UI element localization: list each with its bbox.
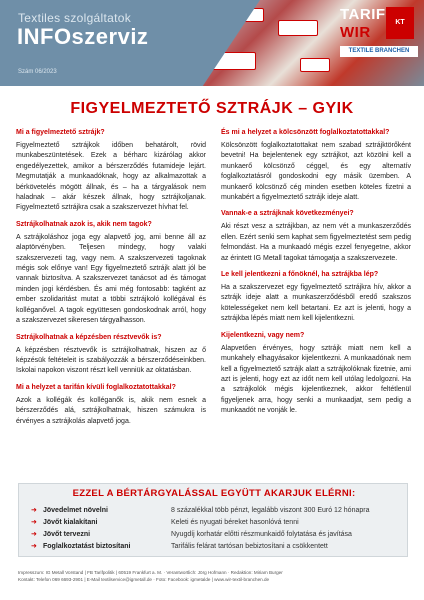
- faq-answer: Ha a szakszervezet egy figyelmeztető sztrájkra hív, akkor a sztrájk ideje alatt a munkaszerződésből eredő szakszos kötelességeket nem kell betartani. Ez azt is jelenti, hogy a sztrájkba lépés miatt nem kell kijelentkezni.: [221, 284, 411, 323]
- goals-title: EZZEL A BÉRTÁRGYALÁSSAL EGYÜTT AKARJUK ELÉRNI:: [72, 488, 356, 499]
- faq-answer: Figyelmeztető sztrájkok időben behatárolt, rövid munkabeszüntetések. Ezek a bérharc kizárólag akkor engedélyezettek, amikor a bérszerződés futamideje lejárt. Megmutatják a munkaadóknak, hogy az alkalmazottak a bérkövetelés mögött állnak, és – ha a tárgyalások nem haladnak – akár készek állnak, hogy sztrájkoljanak. Figyelmeztető sztrájkra csak a szakszervezet hívhat fel.: [16, 142, 206, 212]
- tarif-wirkt-logo: TARIF WIR KT TEXTILE BRANCHEN: [340, 6, 418, 62]
- bullet-icon: ➜: [31, 531, 37, 538]
- faq-question: Sztrájkolhatnak azok is, akik nem tagok?: [16, 220, 152, 228]
- bullet-icon: ➜: [31, 519, 37, 526]
- bullet-icon: ➜: [31, 507, 37, 514]
- goal-item: ➜ Jövőt tervezni Nyugdíj korhatár előtti részmunkaidő folytatása és javítása: [31, 531, 352, 538]
- faq-question: Mi a helyzet a tarifán kívüli foglalkoztatottakkal?: [16, 383, 176, 391]
- goal-item: ➜ Jövedelmet növelni 8 százalékkal több pénzt, legalább viszont 300 Euró 12 hónapra: [31, 507, 370, 514]
- faq-question: Kijelentkezni, vagy nem?: [221, 331, 305, 339]
- faq-answer: Aki részt vesz a sztrájkban, az nem vét a munkaszerződés ellen. Ezért senki sem kaphat sem figyelmeztetést sem pedig felmondást. Ha a munkaadó mégis ezzel fenyegetne, akkor az érintett IG Metall tagokat támogatja a szakszervezete.: [221, 223, 411, 262]
- issue-number: Szám 06/2023: [18, 69, 57, 75]
- goal-item: ➜ Jövőt kialakítani Keleti és nyugati béreket hasonlóvá tenni: [31, 519, 299, 526]
- header-kicker: Textiles szolgáltatok: [18, 11, 132, 25]
- faq-question: Mi a figyelmeztető sztrájk?: [16, 129, 105, 136]
- faq-answer: Kölcsönzött foglalkoztatottakat nem szabad sztrájktörőként bevetni! Ha bejelentenek egy sztrájkot, azt közölni kell a munkaerő kölcsönző céggel, és egy alternatív foglalkoztatásról gondoskodni egy másik üzemben. A munkaerő kölcsönző cég minden esetben köteles fizetni a munkabért a figyelmeztető sztrájk ideje alatt.: [221, 142, 411, 202]
- page-title: FIGYELMEZTETŐ SZTRÁJK – GYIK: [70, 100, 354, 117]
- bullet-icon: ➜: [31, 543, 37, 550]
- goals-box: [18, 483, 408, 557]
- header-banner: [0, 0, 424, 86]
- imprint: Impresszum: IG Metall Vorstand | FB Tarifpolitik | 60519 Frankfurt a. M. · Verantwortlich: Jörg Hofmann · Redaktion: Miriam Burger Kontakt: Telefon 069 6693-2901 | E-Mail textilservice@igmetall.de · Foto: Facebook: igmetalde | www.wir-textil-branchen.de: [18, 570, 283, 582]
- faq-column-right: [221, 128, 411, 423]
- newsletter-title: INFOszerviz: [17, 24, 149, 49]
- faq-answer: A képzésben résztvevők is sztrájkolhatnak, hiszen az ő képzésük feltételeit is szabályozzák a bérszerződéseinkben. Iskolai napokon viszont részt kell venniük az oktatásban.: [16, 346, 206, 375]
- faq-answer: Alapvetően érvényes, hogy sztrájk miatt nem kell a munkahely elhagyásakor kijelentkezni. A munkaadónak nem kell a figyelmeztető sztrájk alatt a sztrájkolóknak fizetnie, ami azt is jelenti, hogy ezt az időt nem kell utólag ledolgozni. Ha a sztrájkolók mégis kijelentkeznek, akkor feltétlenül figyeljenek arra, hogy senki a munkaadjat, sem pedig a munkaadót ne vonják le.: [221, 344, 411, 415]
- faq-question: Sztrájkolhatnak a képzésben résztvevők is?: [16, 333, 162, 341]
- faq-question: Vannak-e a sztrájknak következményei?: [221, 210, 354, 218]
- faq-answer: A sztrájkoláshoz joga egy alapvető jog, ami benne áll az alaptörvényben. Teljesen mindegy, hogy valaki szakszervezeti tag, vagy nem. A szakszervezeti tagoknak mégis sok előnye van! Egy figyelmeztető sztrájk alatt jól be vannak biztosítva. A szakszervezet tanácsot ad és támogat minden jogi kérdésben. És ami még fontosabb: tagként az ember szolidaritást mutat a többi sztrájkoló kollégával és kolléganővel. A tagok együttesen gondoskodnak arról, hogy a szakszervezet sikeresen tárgyalhasson.: [16, 233, 206, 325]
- faq-question: Le kell jelentkezni a főnöknél, ha sztrájkba lép?: [221, 271, 379, 279]
- faq-question: És mi a helyzet a kölcsönzött foglalkoztatottakkal?: [221, 129, 390, 136]
- faq-column-left: [16, 128, 206, 433]
- goal-item: ➜ Foglalkoztatást biztosítani Tarifális felárat tartósan bebiztosítani a csökkentett: [31, 543, 328, 550]
- faq-answer: Azok a kollégák és kolléganők is, akik nem esnek a bérszerződés alá, sztrájkolhatnak, hiszen számukra is érvényes a sztrájkolás alapvető joga.: [16, 396, 206, 425]
